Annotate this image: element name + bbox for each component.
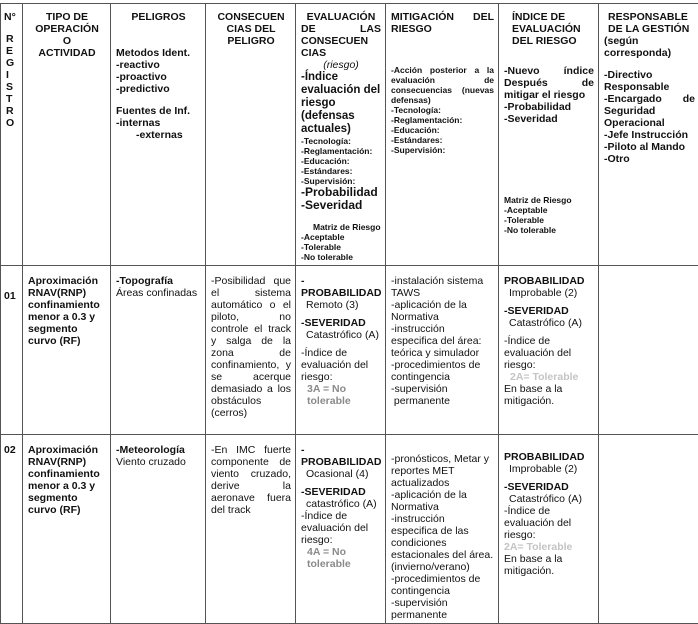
tipo-line: TIPO DE — [28, 11, 106, 23]
base-note: En base a la mitigación. — [504, 553, 594, 577]
mitigacion-item: -Supervisión: — [391, 145, 494, 155]
defensa-item: -Supervisión: — [301, 176, 381, 186]
mitigacion-item: -instrucción especifica del área: teórica y simulador — [391, 323, 494, 359]
indice-label: -Índice de evaluación del riesgo: — [301, 510, 381, 546]
letter: T — [6, 93, 18, 105]
responsable-item: -Otro — [604, 153, 695, 165]
row-num: 02 — [1, 435, 23, 624]
row-peligro — [111, 266, 206, 435]
sev-value: Catastrófico (A) — [301, 329, 381, 341]
mitigacion-item: -pronósticos, Metar y reportes MET actualizados — [391, 453, 494, 489]
riesgo-label: (riesgo) — [301, 59, 381, 71]
mitigacion-title: MITIGACIÓN DEL RIESGO — [391, 11, 494, 35]
indice-label: -Índice de evaluación del riesgo: — [504, 335, 594, 371]
row-evaluacion — [296, 266, 386, 435]
row-mitigacion — [386, 266, 499, 435]
matriz-item: -Aceptable — [301, 232, 381, 242]
header-evaluacion — [296, 4, 386, 266]
sev-value: catastrófico (A) — [301, 498, 381, 510]
tipo-line: ACTIVIDAD — [28, 47, 106, 59]
severidad-label: -Severidad — [301, 199, 381, 212]
mitigacion-item: -Educación: — [391, 125, 494, 135]
base-note: En base a la mitigación. — [504, 383, 594, 407]
risk-result: 2A= Tolerable — [504, 541, 594, 553]
mitigacion-item: -supervisión — [391, 383, 494, 395]
tipo-line: O — [28, 35, 106, 47]
matriz-label: Matriz de Riesgo — [504, 195, 594, 205]
letter: E — [6, 45, 18, 57]
responsable-item: -Piloto al Mando — [604, 141, 695, 153]
num-label: N° — [4, 11, 18, 23]
mitigacion-item: -aplicación de la Normativa — [391, 299, 494, 323]
letter: R — [6, 105, 18, 117]
sev-label: -SEVERIDAD — [301, 317, 381, 329]
row-num: 01 — [1, 266, 23, 435]
probabilidad-label: -Probabilidad — [504, 101, 594, 113]
row-mitigacion — [386, 435, 499, 624]
matriz-item: -Aceptable — [504, 205, 594, 215]
metodo-item: -reactivo — [116, 59, 201, 71]
matriz-item: -Tolerable — [504, 215, 594, 225]
letter: O — [6, 117, 18, 129]
consecuencias-line: CIAS DEL — [211, 23, 291, 35]
header-row — [1, 4, 698, 266]
responsable-title: RESPONSABLE — [604, 11, 695, 23]
tipo-line: OPERACIÓN — [28, 23, 106, 35]
row-peligro — [111, 435, 206, 624]
prob-value: Ocasional (4) — [301, 468, 381, 480]
sev-label: -SEVERIDAD — [301, 486, 381, 498]
defensa-item: -Educación: — [301, 156, 381, 166]
metodo-item: -proactivo — [116, 71, 201, 83]
mitigacion-item: -Tecnología: — [391, 105, 494, 115]
fuente-item: -internas — [116, 117, 201, 129]
metodo-item: -predictivo — [116, 83, 201, 95]
fuentes-label: Fuentes de Inf. — [116, 105, 201, 117]
prob-value: Improbable (2) — [504, 463, 594, 475]
mitigacion-item: permanente — [391, 395, 494, 407]
evaluacion-title: CONSECUEN — [301, 35, 381, 47]
indice-label: -Índice de evaluación del riesgo: — [301, 347, 381, 383]
header-peligros — [111, 4, 206, 266]
row-consecuencia — [206, 266, 296, 435]
matriz-item: -No tolerable — [504, 225, 594, 235]
matriz-item: -No tolerable — [301, 252, 381, 262]
table-row — [1, 266, 698, 435]
registro-vertical — [4, 33, 18, 129]
letter: S — [6, 81, 18, 93]
sev-value: Catastrófico (A) — [504, 493, 594, 505]
mitigacion-item: -procedimientos de contingencia — [391, 573, 494, 597]
risk-result: 3A = No tolerable — [301, 383, 381, 407]
consecuencias-line: CONSECUEN — [211, 11, 291, 23]
consecuencias-line: PELIGRO — [211, 35, 291, 47]
sev-label: -SEVERIDAD — [504, 305, 594, 317]
header-mitigacion — [386, 4, 499, 266]
header-indice — [499, 4, 599, 266]
defensa-item: -Tecnología: — [301, 136, 381, 146]
consecuencia-text: -En IMC fuerte componente de viento cruzado, derive la aeronave fuera del track — [211, 444, 291, 516]
evaluacion-title: DE LAS — [301, 23, 381, 35]
mitigacion-item: -Estándares: — [391, 135, 494, 145]
letter: G — [6, 57, 18, 69]
fuente-item: -externas — [116, 129, 201, 141]
row-tipo: Aproximación RNAV(RNP) confinamiento menor a 0.3 y segmento curvo (RF) — [23, 435, 111, 624]
responsable-title: DE LA GESTIÓN — [604, 23, 695, 35]
mitigacion-item: -instalación sistema TAWS — [391, 275, 494, 299]
metodos-label: Metodos Ident. — [116, 47, 201, 59]
row-indice — [499, 266, 599, 435]
sev-value: Catastrófico (A) — [504, 317, 594, 329]
risk-result: 2A= Tolerable — [504, 371, 594, 383]
defensa-item: -Reglamentación: — [301, 146, 381, 156]
prob-label: PROBABILIDAD — [504, 275, 594, 287]
mitigacion-item: -aplicación de la Normativa — [391, 489, 494, 513]
responsable-item: -Jefe Instrucción — [604, 129, 695, 141]
row-indice — [499, 435, 599, 624]
consecuencia-text: -Posibilidad que el sistema automático o el piloto, no controle el track y salga de la zona de confinamiento, y se acerque demasiado a los obstáculos (cerros) — [211, 275, 291, 419]
responsable-item: -Directivo Responsable — [604, 69, 695, 93]
severidad-label: -Severidad — [504, 113, 594, 125]
table-row — [1, 435, 698, 624]
letter: R — [6, 33, 18, 45]
letter: I — [6, 69, 18, 81]
row-consecuencia — [206, 435, 296, 624]
indice-title: DEL RIESGO — [504, 35, 594, 47]
evaluacion-title: EVALUACIÓN — [301, 11, 381, 23]
peligro-desc: Viento cruzado — [116, 456, 201, 468]
prob-label: PROBABILIDAD — [504, 451, 594, 463]
sev-label: -SEVERIDAD — [504, 481, 594, 493]
evaluacion-title: CIAS — [301, 47, 381, 59]
responsable-item: -Encargado de Seguridad Operacional — [604, 93, 695, 129]
mitigacion-item: -instrucción especifica de las condiciones estacionales del área. (invierno/verano) — [391, 513, 494, 573]
prob-value: Remoto (3) — [301, 299, 381, 311]
indice-label: -Índice evaluación del riesgo (defensas actuales) — [301, 71, 381, 136]
risk-result: 4A = No tolerable — [301, 546, 381, 570]
prob-label: -PROBABILIDAD — [301, 444, 381, 468]
nuevo-indice-label: -Nuevo índice Después de mitigar el riesgo — [504, 65, 594, 101]
row-tipo: Aproximación RNAV(RNP) confinamiento menor a 0.3 y segmento curvo (RF) — [23, 266, 111, 435]
accion-label: -Acción posterior a la evaluación de consecuencias (nuevas defensas) — [391, 65, 494, 105]
row-evaluacion — [296, 435, 386, 624]
prob-label: -PROBABILIDAD — [301, 275, 381, 299]
peligros-title: PELIGROS — [116, 11, 201, 23]
header-tipo — [23, 4, 111, 266]
matriz-item: -Tolerable — [301, 242, 381, 252]
header-responsable — [599, 4, 698, 266]
indice-title: ÍNDICE DE — [504, 11, 594, 23]
header-consecuencias — [206, 4, 296, 266]
probabilidad-label: -Probabilidad — [301, 186, 381, 199]
peligro-title: -Meteorología — [116, 444, 201, 456]
defensa-item: -Estándares: — [301, 166, 381, 176]
prob-value: Improbable (2) — [504, 287, 594, 299]
responsable-sub: (según corresponda) — [604, 35, 695, 59]
mitigacion-item: -Reglamentación: — [391, 115, 494, 125]
header-num — [1, 4, 23, 266]
peligro-title: -Topografía — [116, 275, 201, 287]
mitigacion-item: -procedimientos de contingencia — [391, 359, 494, 383]
row-responsable — [599, 435, 698, 624]
indice-title: EVALUACIÓN — [504, 23, 594, 35]
matriz-label: Matriz de Riesgo — [301, 222, 381, 232]
mitigacion-item: -supervisión permanente — [391, 597, 494, 621]
peligro-desc: Áreas confinadas — [116, 287, 201, 299]
row-responsable — [599, 266, 698, 435]
indice-label: -Índice de evaluación del riesgo: — [504, 505, 594, 541]
risk-register-table — [0, 3, 698, 624]
